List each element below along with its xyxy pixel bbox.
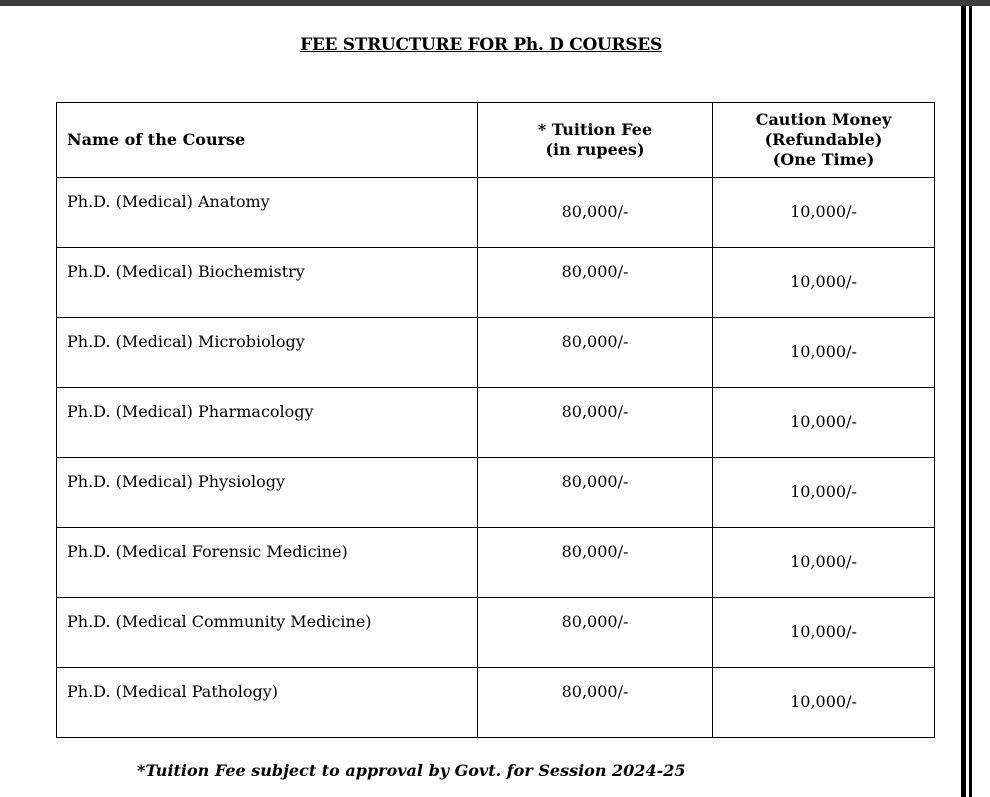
table-row: [57, 598, 935, 668]
course-cell: [57, 318, 478, 388]
caution-money-cell: [713, 318, 935, 388]
table-row: [57, 458, 935, 528]
caution-money-cell-text: 10,000/-: [790, 272, 857, 291]
course-cell: [57, 388, 478, 458]
course-cell-text: Ph.D. (Medical) Microbiology: [67, 332, 305, 351]
course-cell: [57, 458, 478, 528]
tuition-fee-cell-text: 80,000/-: [561, 332, 629, 351]
page-title: FEE STRUCTURE FOR Ph. D COURSES: [300, 35, 662, 55]
tuition-fee-cell-text: 80,000/-: [561, 472, 629, 491]
course-cell-text: Ph.D. (Medical) Pharmacology: [67, 402, 314, 421]
caution-money-cell: [713, 668, 935, 738]
tuition-fee-cell-text: 80,000/-: [561, 262, 629, 281]
caution-money-cell: [713, 458, 935, 528]
header-tuition-fee: [478, 103, 713, 178]
tuition-fee-cell: [478, 388, 713, 458]
tuition-fee-cell: [478, 178, 713, 248]
caution-money-cell-text: 10,000/-: [790, 692, 857, 711]
table-row: [57, 248, 935, 318]
caution-money-cell-text: 10,000/-: [790, 482, 857, 501]
tuition-fee-cell: [478, 318, 713, 388]
tuition-fee-cell: [478, 458, 713, 528]
viewer-scrollbar[interactable]: [969, 6, 972, 797]
page-edge: [961, 6, 966, 797]
table-row: [57, 388, 935, 458]
header-course-name: Name of the Course: [57, 103, 478, 178]
course-cell-text: Ph.D. (Medical Forensic Medicine): [67, 542, 348, 561]
course-cell: [57, 598, 478, 668]
course-cell-text: Ph.D. (Medical Community Medicine): [67, 612, 372, 631]
tuition-fee-cell-text: 80,000/-: [561, 542, 629, 561]
course-cell-text: Ph.D. (Medical) Anatomy: [67, 192, 270, 211]
caution-money-cell-text: 10,000/-: [790, 622, 857, 641]
table-row: [57, 668, 935, 738]
course-cell: [57, 528, 478, 598]
caution-money-cell: [713, 248, 935, 318]
table-header-row: [57, 103, 935, 178]
course-cell-text: Ph.D. (Medical Pathology): [67, 682, 278, 701]
viewer-top-bar: [0, 0, 990, 6]
caution-money-cell: [713, 178, 935, 248]
tuition-fee-cell-text: 80,000/-: [561, 682, 629, 701]
table-row: [57, 178, 935, 248]
header-line: (One Time): [772, 150, 875, 169]
footnote: *Tuition Fee subject to approval by Govt. for Session 2024-25: [137, 761, 686, 780]
caution-money-cell-text: 10,000/-: [790, 412, 857, 431]
tuition-fee-cell-text: 80,000/-: [561, 612, 629, 631]
caution-money-cell-text: 10,000/-: [790, 202, 857, 221]
tuition-fee-cell: [478, 598, 713, 668]
caution-money-cell: [713, 598, 935, 668]
table-row: [57, 528, 935, 598]
header-line: Caution Money: [755, 110, 892, 129]
course-cell: [57, 668, 478, 738]
table-row: [57, 318, 935, 388]
course-cell-text: Ph.D. (Medical) Physiology: [67, 472, 286, 491]
header-line: (in rupees): [545, 140, 645, 159]
header-line: (Refundable): [764, 130, 883, 149]
tuition-fee-cell: [478, 668, 713, 738]
header-caution-money: [713, 103, 935, 178]
caution-money-cell: [713, 388, 935, 458]
header-line: * Tuition Fee: [537, 120, 653, 139]
course-cell: [57, 178, 478, 248]
fee-table: [56, 102, 935, 738]
tuition-fee-cell: [478, 528, 713, 598]
tuition-fee-cell-text: 80,000/-: [561, 402, 629, 421]
caution-money-cell: [713, 528, 935, 598]
tuition-fee-cell: [478, 248, 713, 318]
caution-money-cell-text: 10,000/-: [790, 342, 857, 361]
tuition-fee-cell-text: 80,000/-: [561, 202, 629, 221]
course-cell-text: Ph.D. (Medical) Biochemistry: [67, 262, 305, 281]
caution-money-cell-text: 10,000/-: [790, 552, 857, 571]
course-cell: [57, 248, 478, 318]
